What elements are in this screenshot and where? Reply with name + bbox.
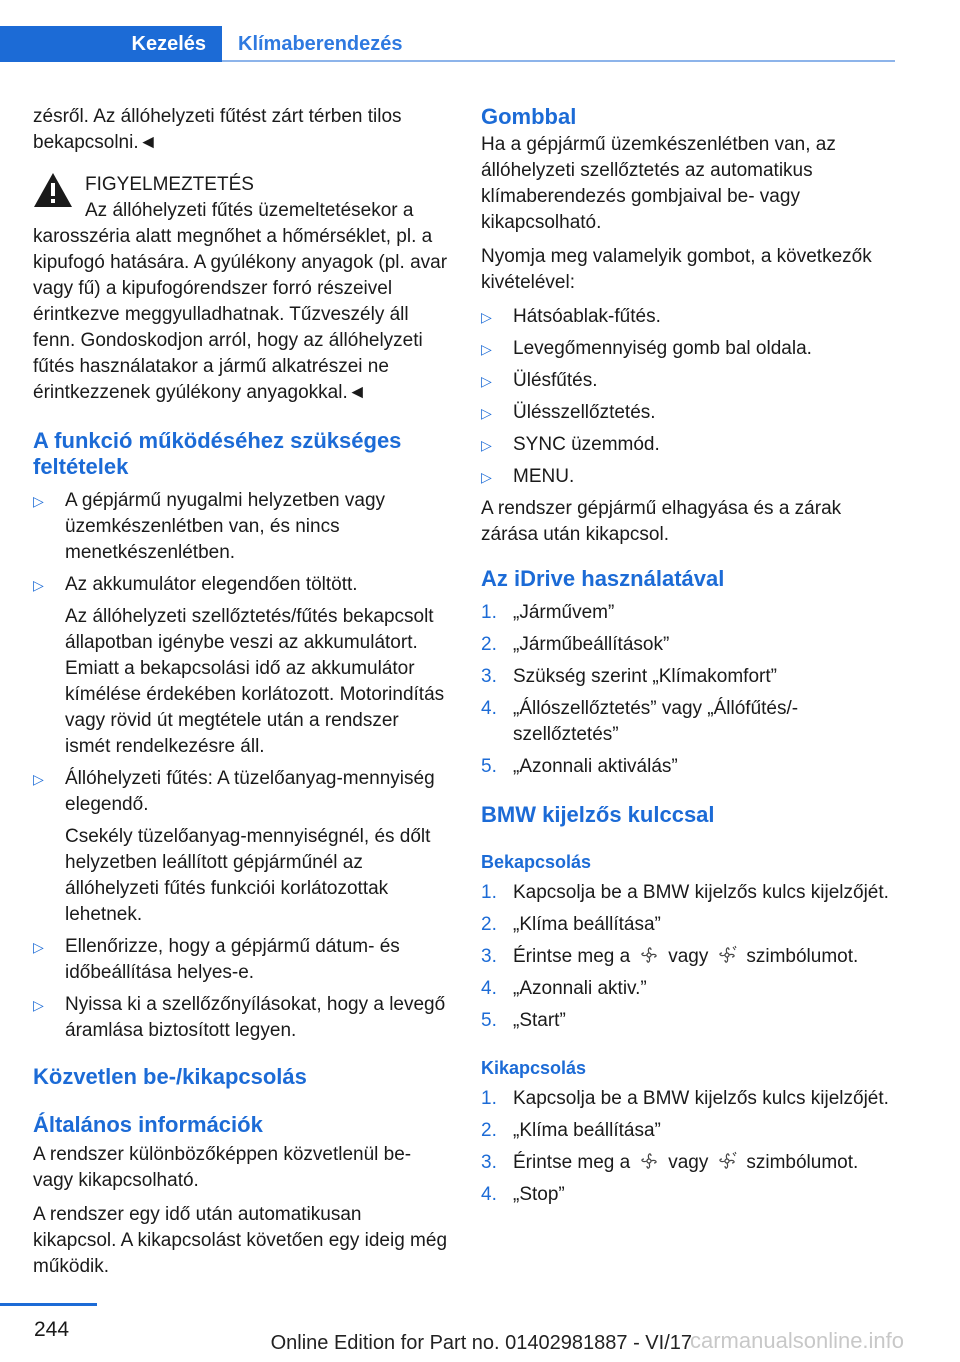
step-number: 4. bbox=[481, 1184, 497, 1205]
step-text: „Klíma beállítása” bbox=[513, 914, 661, 935]
condition-text: Az akkumulátor elegendően töltött. bbox=[65, 574, 358, 595]
condition-text: Állóhelyzeti fűtés: A tüzelőanyag-mennyiség elegendő. bbox=[65, 768, 435, 815]
step-text: „Járművem” bbox=[513, 602, 615, 623]
list-item bbox=[481, 696, 896, 748]
page-number: 244 bbox=[34, 1318, 70, 1341]
warning-triangle-icon bbox=[33, 172, 73, 208]
touch-or: vagy bbox=[668, 1152, 709, 1173]
condition-note: Az állóhelyzeti szellőztetés/fűtés bekapcsolt állapotban igénybe veszi az akkumulátort. Emiatt a bekapcsolási idő az akkumulátor kímélése érdekében korlátozott. Motorindítás vagy rövid út megtétele után a rendszer ismét rendelkezésre áll. bbox=[65, 606, 445, 757]
fan-symbol-icon bbox=[638, 945, 660, 965]
idrive-heading: Az iDrive használatával bbox=[481, 566, 725, 591]
warning-box bbox=[33, 172, 448, 406]
touch-or: vagy bbox=[668, 946, 709, 967]
list-item: ▷ Hátsóablak-fűtés. bbox=[481, 304, 896, 330]
intro-text: zésről. Az állóhelyzeti fűtést zárt térben tilos bekapcsolni.◄ bbox=[33, 106, 402, 153]
list-item bbox=[33, 934, 448, 986]
heat-symbol-icon bbox=[716, 1151, 738, 1171]
step-text: „Start” bbox=[513, 1010, 566, 1031]
step-number: 5. bbox=[481, 1010, 497, 1031]
step-text: „Állószellőztetés” vagy „Állófűtés/-szellőztetés” bbox=[513, 698, 799, 745]
right-column bbox=[481, 104, 896, 1214]
step-text: „Azonnali aktiválás” bbox=[513, 756, 678, 777]
step-number: 1. bbox=[481, 602, 497, 623]
button-heading: Gombbal bbox=[481, 104, 577, 129]
touch-suffix: szimbólumot. bbox=[746, 1152, 859, 1173]
list-item bbox=[481, 754, 896, 780]
page-header bbox=[0, 26, 895, 62]
step-number: 3. bbox=[481, 946, 497, 967]
step-text: Kapcsolja be a BMW kijelzős kulcs kijelzőjét. bbox=[513, 1088, 889, 1109]
condition-text: A gépjármű nyugalmi helyzetben vagy üzemkészenlétben van, és nincs menetkészenlétben. bbox=[65, 490, 386, 563]
list-item bbox=[481, 976, 896, 1002]
fan-symbol-icon bbox=[638, 1151, 660, 1171]
list-item bbox=[481, 1182, 896, 1208]
touch-prefix: Érintse meg a bbox=[513, 1152, 631, 1173]
on-steps bbox=[481, 880, 896, 1034]
step-text: Kapcsolja be a BMW kijelzős kulcs kijelzőjét. bbox=[513, 882, 889, 903]
list-item bbox=[33, 766, 448, 928]
condition-text: Ellenőrizze, hogy a gépjármű dátum- és időbeállítása helyes-e. bbox=[65, 936, 400, 983]
list-item bbox=[481, 1118, 896, 1144]
list-item: ▷ MENU. bbox=[481, 464, 896, 490]
touch-suffix: szimbólumot. bbox=[746, 946, 859, 967]
step-text: „Klíma beállítása” bbox=[513, 1120, 661, 1141]
list-item bbox=[33, 992, 448, 1044]
direct-heading: Közvetlen be-/kikapcsolás bbox=[33, 1064, 307, 1089]
list-item bbox=[481, 1150, 896, 1176]
conditions-heading: A funkció működéséhez szükséges feltételek bbox=[33, 428, 402, 479]
condition-text: Nyissa ki a szellőzőnyílásokat, hogy a levegő áramlása biztosított legyen. bbox=[65, 994, 446, 1041]
list-item bbox=[481, 1086, 896, 1112]
step-number: 1. bbox=[481, 1088, 497, 1109]
general-text-1: A rendszer különbözőképpen közvetlenül be- vagy kikapcsolható. bbox=[33, 1144, 412, 1191]
step-number: 1. bbox=[481, 882, 497, 903]
left-column bbox=[33, 104, 448, 1288]
condition-note: Csekély tüzelőanyag-mennyiségnél, és dőlt helyzetben leállított gépjárműnél az állóhelyzeti fűtés funkciói korlátozottak lehetnek. bbox=[65, 826, 431, 925]
list-item: ▷ Ülésszellőztetés. bbox=[481, 400, 896, 426]
off-steps bbox=[481, 1086, 896, 1208]
watermark: carmanualsonline.info bbox=[690, 1328, 905, 1353]
warning-title: FIGYELMEZTETÉS bbox=[85, 174, 254, 195]
step-number: 3. bbox=[481, 666, 497, 687]
general-heading: Általános információk bbox=[33, 1112, 263, 1137]
step-number: 5. bbox=[481, 756, 497, 777]
heat-symbol-icon bbox=[716, 945, 738, 965]
button-text-2: Nyomja meg valamelyik gombot, a következők kivételével: bbox=[481, 246, 872, 293]
touch-prefix: Érintse meg a bbox=[513, 946, 631, 967]
header-rule bbox=[222, 60, 895, 62]
button-text-1: Ha a gépjármű üzemkészenlétben van, az állóhelyzeti szellőztetés az automatikus klímaberendezés gombjaival be- vagy kikapcsolható. bbox=[481, 134, 836, 233]
footer-bar bbox=[0, 1303, 97, 1306]
list-item: ▷ Levegőmennyiség gomb bal oldala. bbox=[481, 336, 896, 362]
step-number: 2. bbox=[481, 1120, 497, 1141]
step-number: 4. bbox=[481, 698, 497, 719]
list-item: ▷ Ülésfűtés. bbox=[481, 368, 896, 394]
step-number: 3. bbox=[481, 1152, 497, 1173]
list-item bbox=[481, 1008, 896, 1034]
warning-first-line: Az állóhelyzeti fűtés üzemeltetésekor a bbox=[85, 200, 414, 221]
step-text: Szükség szerint „Klímakomfort” bbox=[513, 666, 777, 687]
chapter-tab: Kezelés bbox=[0, 26, 222, 62]
exceptions-list bbox=[481, 304, 896, 490]
list-item bbox=[33, 488, 448, 566]
idrive-steps bbox=[481, 600, 896, 780]
warning-text: karosszéria alatt megnőhet a hőmérséklet, pl. a kipufogó hatására. A gyúlékony anyagok (pl. avar vagy fű) a kipufogórendszer forró részeivel érintkezve meggyulladhatnak. Tűzveszély áll fenn. Gondoskodjon arról, hogy az állóhelyzeti fűtés használatakor a jármű alkatrészei ne érintkezzenek gyúlékony anyagokkal.◄ bbox=[33, 226, 448, 403]
step-number: 2. bbox=[481, 634, 497, 655]
step-text: „Járműbeállítások” bbox=[513, 634, 670, 655]
step-number: 2. bbox=[481, 914, 497, 935]
list-item bbox=[481, 632, 896, 658]
list-item: ▷ SYNC üzemmód. bbox=[481, 432, 896, 458]
conditions-list bbox=[33, 488, 448, 1044]
list-item bbox=[481, 600, 896, 626]
step-text: „Azonnali aktiv.” bbox=[513, 978, 647, 999]
step-number: 4. bbox=[481, 978, 497, 999]
list-item bbox=[481, 664, 896, 690]
off-heading: Kikapcsolás bbox=[481, 1058, 587, 1078]
on-heading: Bekapcsolás bbox=[481, 852, 592, 872]
step-text: „Stop” bbox=[513, 1184, 565, 1205]
edition-text: Online Edition for Part no. 01402981887 - VI/17 bbox=[270, 1332, 692, 1354]
list-item bbox=[481, 944, 896, 970]
list-item bbox=[481, 880, 896, 906]
general-text-2: A rendszer egy idő után automatikusan kikapcsol. A kikapcsolást követően egy ideig még működik. bbox=[33, 1204, 448, 1277]
list-item bbox=[33, 572, 448, 760]
list-item bbox=[481, 912, 896, 938]
button-text-3: A rendszer gépjármű elhagyása és a zárak zárása után kikapcsol. bbox=[481, 498, 842, 545]
section-tab: Klímaberendezés bbox=[238, 33, 403, 55]
key-heading: BMW kijelzős kulccsal bbox=[481, 802, 715, 827]
